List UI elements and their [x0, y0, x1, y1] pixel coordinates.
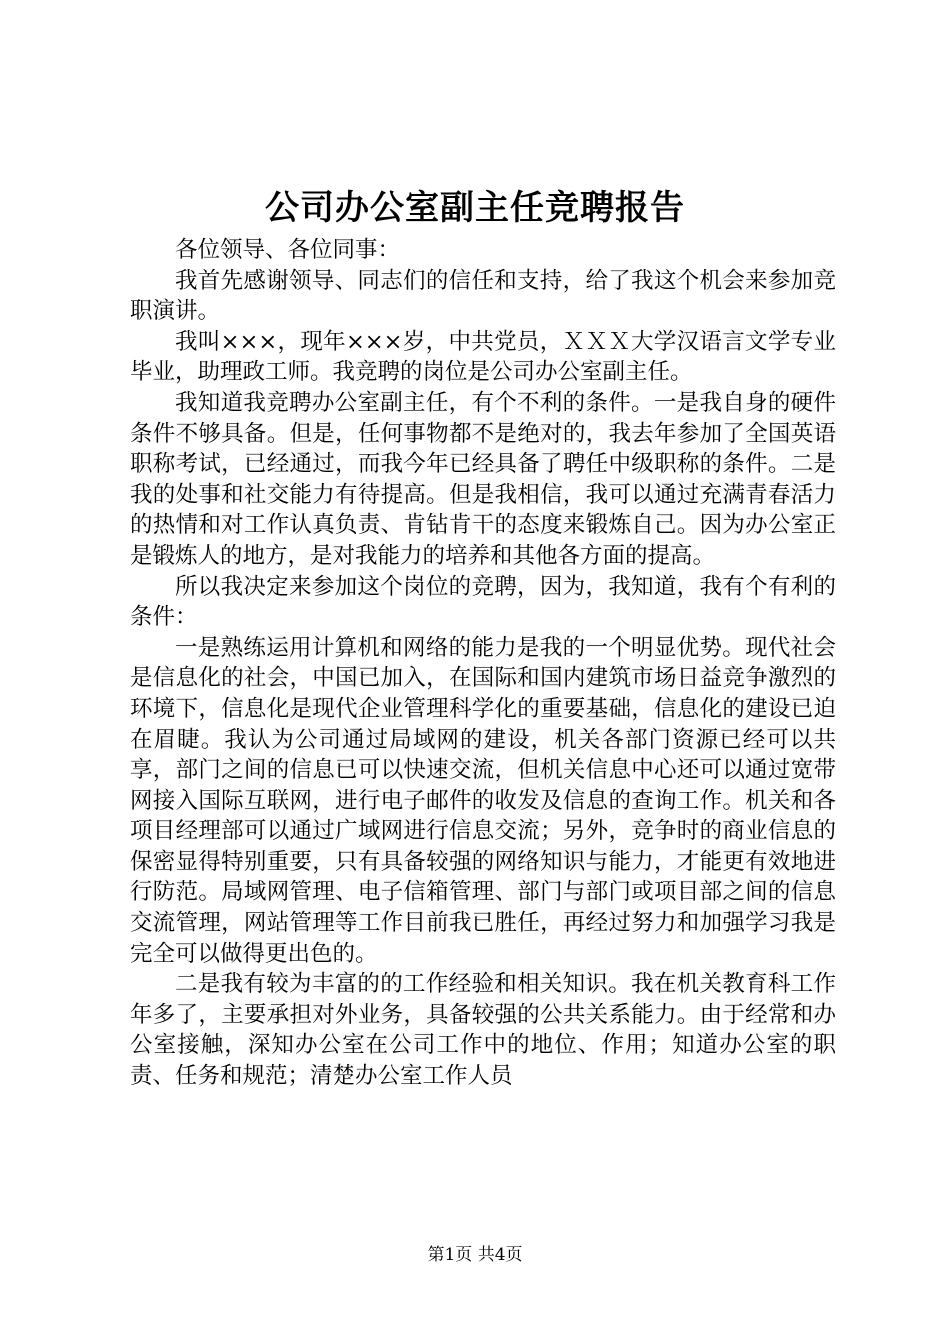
document-title: 公司办公室副主任竞聘报告 — [265, 188, 685, 228]
body-paragraph: 我知道我竞聘办公室副主任，有个不利的条件。一是我自身的硬件条件不够具备。但是，任何事物都不是绝对的，我去年参加了全国英语职称考试，已经通过，而我今年已经具备了聘任中级职称的条件。二是我的处事和社交能力有待提高。但是我相信，我可以通过充满青春活力的热情和对工作认真负责、肯钻肯干的态度来锻炼自己。因为办公室正是锻炼人的地方，是对我能力的培养和其他各方面的提高。 — [130, 389, 836, 569]
document-body — [130, 235, 836, 1092]
body-paragraph: 二是我有较为丰富的的工作经验和相关知识。我在机关教育科工作年多了，主要承担对外业务，具备较强的公共关系能力。由于经常和办公室接触，深知办公室在公司工作中的地位、作用；知道办公室的职责、任务和规范；清楚办公室工作人员 — [130, 971, 836, 1090]
page-number-footer: 第1页 共4页 — [427, 1245, 523, 1265]
salutation-paragraph: 各位领导、各位同事： — [175, 237, 401, 263]
body-paragraph: 一是熟练运用计算机和网络的能力是我的一个明显优势。现代社会是信息化的社会，中国已加入，在国际和国内建筑市场日益竞争激烈的环境下，信息化是现代企业管理科学化的重要基础，信息化的建设已迫在眉睫。我认为公司通过局域网的建设，机关各部门资源已经可以共享，部门之间的信息已可以快速交流，但机关信息中心还可以通过宽带网接入国际互联网，进行电子邮件的收发及信息的查询工作。机关和各项目经理部可以通过广域网进行信息交流；另外，竞争时的商业信息的保密显得特别重要，只有具备较强的网络知识与能力，才能更有效地进行防范。局域网管理、电子信箱管理、部门与部门或项目部之间的信息交流管理，网站管理等工作目前我已胜任，再经过努力和加强学习我是完全可以做得更出色的。 — [130, 634, 836, 967]
body-paragraph: 我首先感谢领导、同志们的信任和支持，给了我这个机会来参加竞职演讲。 — [130, 267, 836, 325]
body-paragraph: 所以我决定来参加这个岗位的竞聘，因为，我知道，我有个有利的条件： — [130, 573, 836, 631]
body-paragraph: 我叫×××，现年×××岁，中共党员，ＸＸＸ大学汉语言文学专业毕业，助理政工师。我竞聘的岗位是公司办公室副主任。 — [130, 328, 836, 386]
